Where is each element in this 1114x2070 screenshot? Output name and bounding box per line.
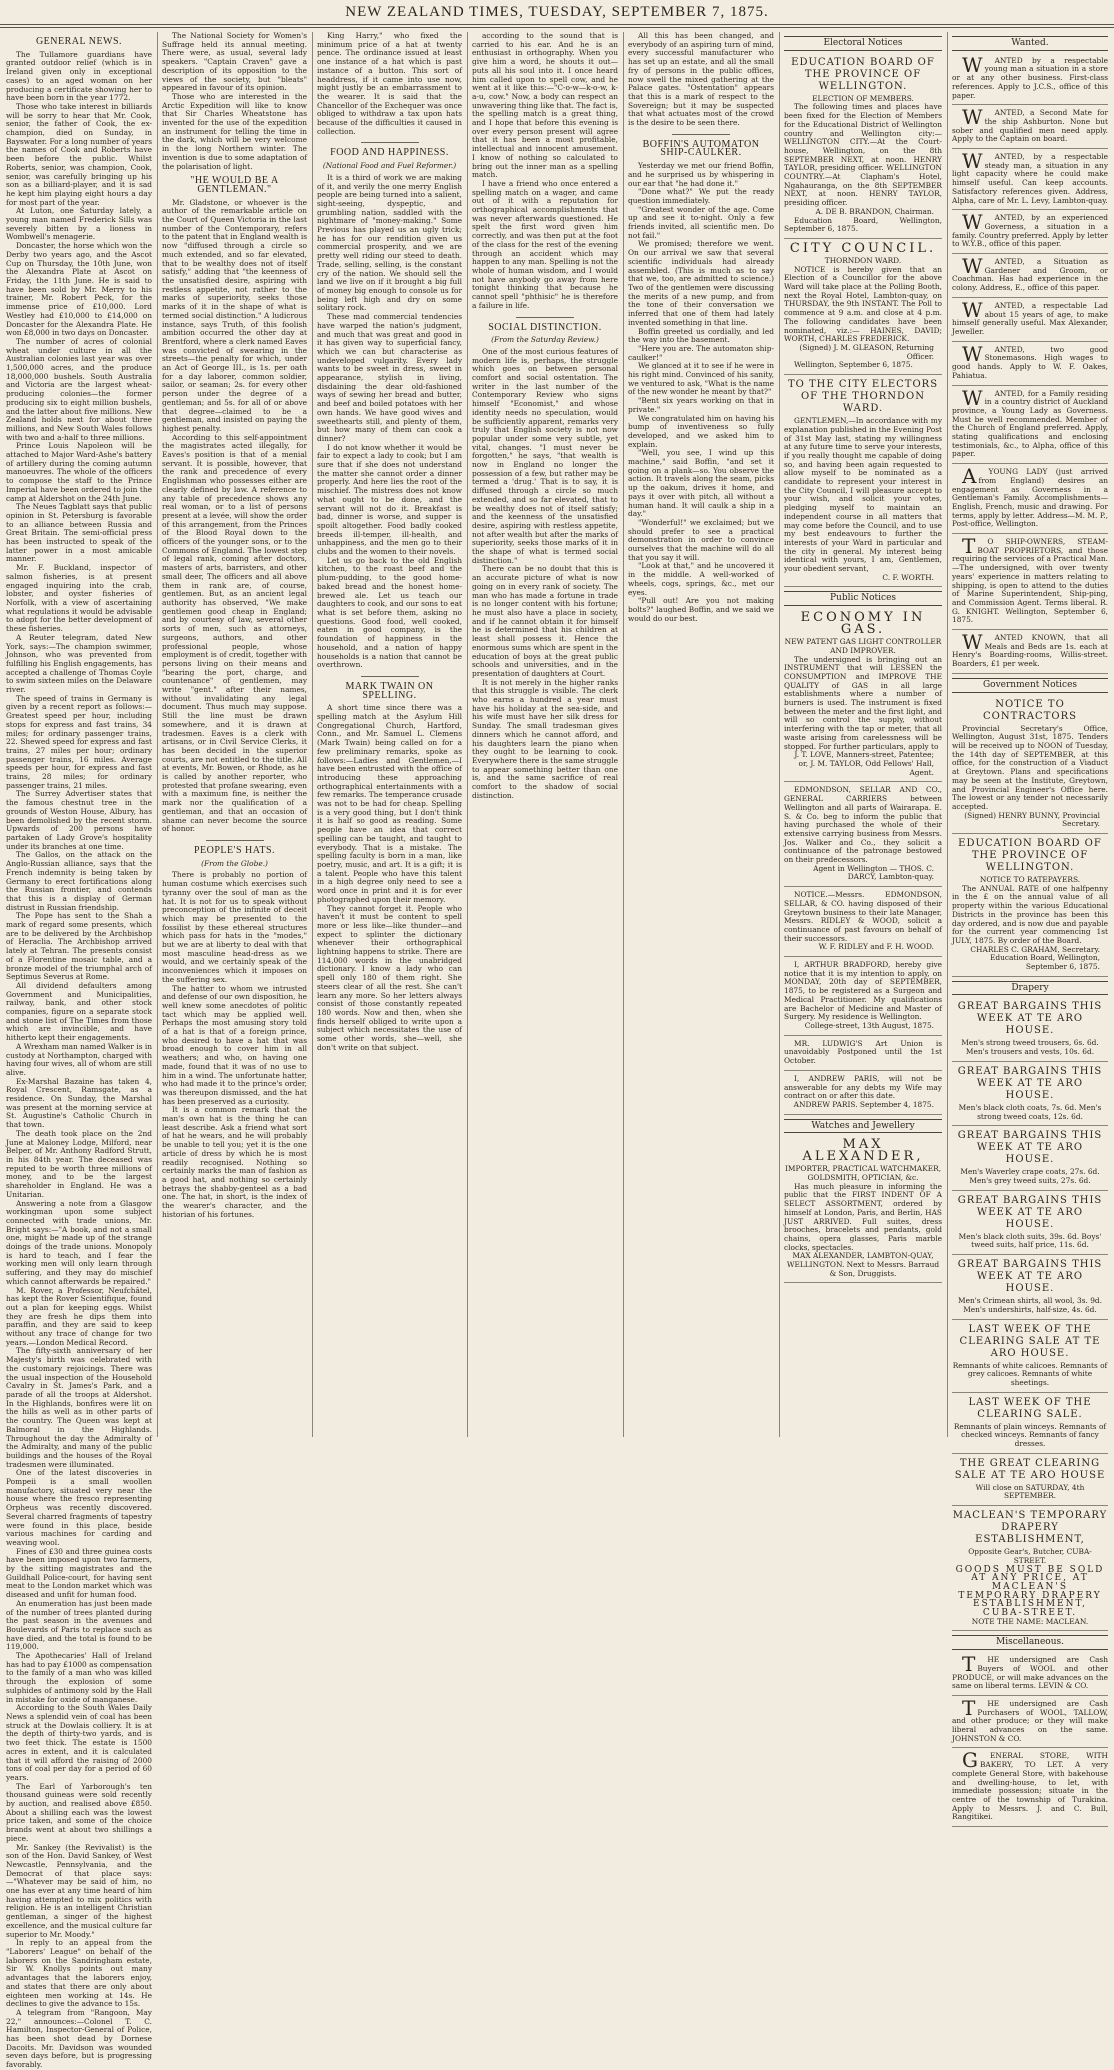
- article-paragraph: Prince Louis Napoleon will be attached to Major Ward-Ashe's battery of artillery during the coming autumn manoeuvres. The whole of the officers to compose the staff to the Prince Imperial have been ordered to join the camp at Aldershot on the 24th June.: [6, 441, 152, 503]
- ad-education-board-election: [784, 57, 942, 239]
- column-rule-6: [947, 32, 948, 1437]
- article-paragraph: The Gallos, on the attack on the Anglo-Russian alliance, says that the French indemnity is being taken by Germany to erect fortifications along the Russian frontier, and contends that this is a display of German distrust in Russian friendship.: [6, 850, 152, 912]
- misc-list: [952, 1652, 1108, 1827]
- classified-ad: WANTED, by a respectable steady man, a situation in any light capacity where he could make himself useful. Can keep accounts. Satisfactory references given. Address, Alpha, care of Mr. L. Levy, Lambton-quay.: [952, 153, 1108, 210]
- article-paragraph: A Wrexham man named Walker is in custody at Northampton, charged with having four wives, all of whom are still alive.: [6, 1041, 152, 1077]
- article-paragraph: They cannot forget it. People who haven't it must be content to spell more or less like—like thunder—and expect to splinter the dictionary whenever their orthographical lightning happens to strike. There are 114,000 words in the unabridged dictionary. I know a lady who can spell only 180 of them right. She steers clear of all the rest. She can't learn any more. So her letters always consist of those constantly repeated 180 words. Now and then, when she finds herself obliged to write upon a subject which necessitates the use of some other words, she—well, she don't write on that subject.: [317, 903, 462, 1052]
- ad-economy-in-gas: [784, 612, 942, 782]
- heading-mark-twain-on-spelling: MARK TWAIN ON SPELLING.: [345, 680, 434, 701]
- column-2: [162, 32, 307, 1442]
- article-paragraph: A short time since there was a spelling match at the Asylum Hill Congregational Church, Hartford, Conn., and Mr. Samuel L. Clemens (Mark Twain) being called on for a few preliminary remarks, spoke as follows:—Ladies and Gentlemen,—I have been entrusted with the office of introducing these approaching orthographical entertainments with a few remarks. The temperance crusade was not to be had for cheap. Spelling is a very good thing, but I don't think it is half so good as reading. Some people have an idea that correct spelling can be taught, and taught to everybody. That is a mistake. The spelling faculty is born in a man, like poetry, music, and art. It is a gift; it is a talent. People who have this talent in a high degree only need to see a word once in print and it is for ever photographed upon their memory.: [317, 703, 462, 904]
- article-paragraph: According to this self-appointment the magistrates acted illegally, for Eaves's position is that of a menial servant. It is possible, however, that the rank and precedence of every Englishman who possesses either are clearly defined by law. A reference to any table of precedence shows any real woman, or to a list of persons present at a levée, will show the order of this arrangement, from the Princes of the Blood Royal down to the officers of the younger sons, or to the Commons of England. The lowest step of legal rank, coming after doctors, masters of arts, barristers, and other small deer, The officers and all above them in rank are, of course, gentlemen. But, as an ancient legal authority has observed, "We make gentlemen good cheap in England; and by courtesy of law, several other sorts of men, such as attorneys, surgeons, authors, and other professional people, whose employment is of credit, together with persons living on their means and "bearing the port, charge, and countenance" of gentlemen, may write "gent." after their names, without invalidating any legal document. Thus much may suppose. Still the line must be drawn somewhere, and it is drawn at tradesmen. Eaves is a clerk with artisans, or in Civil Service Clerks, it has been decided in the superior courts, are not entitled to the title. All at events, Mr. Bowen, or Rhode, as he is called by another reporter, who protested that profane swearing, even with a maximum fine, is neither the mark nor the qualification of a gentleman, and that an occasion of shame can never become the source of honor.: [162, 432, 307, 834]
- ad-ridley-wood: [784, 891, 942, 957]
- ad-subtitle: Opposite Gear's, Butcher, CUBA-STREET.: [968, 1547, 1092, 1565]
- ad-city-council: [784, 240, 942, 375]
- ad-signature: (Signed) J. M. GLEASON, Returning Officer.: [799, 342, 934, 361]
- drapery-ad: [952, 1001, 1108, 1061]
- article-paragraph: The Earl of Yarborough's ten thousand guineas were sold recently by auction, and realised above £850. About a shilling each was the lowest price taken, and some of the choice brands went at about two shillings a piece.: [6, 1781, 152, 1843]
- article-paragraph: We congratulated him on having his bump of inventiveness so fully developed, and we asked him to explain.: [628, 413, 774, 449]
- column-5: [628, 32, 774, 1442]
- article-paragraph: I have a friend who once entered a spelling match on a wager, and came out of it with a reputation for orthographical accomplishments that was never afterwards questioned. He spelt the first word given him correctly, and was then put at the foot of the class for the rest of the evening through an accident which may happen to any man. Spelling is not the whole of human wisdom, and I would not have anybody go away from here tonight thinking that because he cannot spell "phthisic" he is therefore a failure in life.: [472, 178, 618, 310]
- ad-body: The undersigned is bringing out an INSTRUMENT that will LESSEN the CONSUMPTION and IMPROVE THE QUALITY of GAS in all large establishments where a number of burners is used. The instrument is fixed between the meter and the first light, and will so control the supply, without interfering with the tap or meter, that all waste arising from carelessness will be stopped. For further particulars, apply to: [784, 654, 942, 751]
- classified-ad: WANTED, by an experienced Governess, a situation in a family. Country preferred. Apply by letter to W.Y.B., office of this paper.: [952, 214, 1108, 254]
- ad-subtitle: NEW PATENT GAS LIGHT CONTROLLER AND IMPROVER.: [784, 637, 942, 655]
- article-paragraph: The Pope has sent to the Shah a mark of regard some presents, which are to be delivered by the Archbishop of Heraclia. The Archbishop arrived lately at Tehran. The presents consist of a Florentine mosaic table, and a bronze model of the triumphal arch of Septimus Severus at Rome.: [6, 911, 152, 982]
- divider: [206, 840, 264, 841]
- ad-body: Remnants of white calicoes. Remnants of grey calicoes. Remnants of white sheetings.: [952, 1360, 1108, 1387]
- ad-signature: Agent in Wellington — THOS. C. DARCY, Lambton-quay.: [813, 863, 934, 882]
- article-paragraph: The death took place on the 2nd June at Maloney Lodge, Milford, near Belper, of Mr. Anthony Radford Strutt, in his 84th year. The deceased was reputed to be worth three millions of money, and to be the largest shareholder in England. He was a Unitarian.: [6, 1128, 152, 1199]
- article-paragraph: "Well, you see, I wind up this machine," said Boffin, "and set it going on a plank—so. You observe the action. It travels along the seam, picks up the oakum, drives it home, and pays it over with pitch, all without a human hand. It will caulk a ship in a day.": [628, 448, 774, 519]
- article-paragraph: The Surrey Advertiser states that the famous chestnut tree in the grounds of Weston House, Albury, has been demolished by the recent storm. Upwards of 200 persons have partaken of Lady Grove's hospitality under its branches at one time.: [6, 789, 152, 851]
- article-paragraph: "Pull out! Are you not making bolts?" laughed Boffin, and we said we would do our best.: [628, 596, 774, 623]
- ad-body: GOODS MUST BE SOLD AT ANY PRICE, AT MACLEAN'S TEMPORARY DRAPERY ESTABLISHMENT, CUBA-STREET.: [955, 1564, 1105, 1619]
- bargains-list: [952, 1001, 1108, 1319]
- classified-ad: WANTED, a Second Mate for the ship Ashburton. None but sober and qualified men need apply. Apply to the Captain on board.: [952, 109, 1108, 149]
- ad-signature: College-street, 13th August, 1875.: [804, 1020, 934, 1030]
- article-paragraph: Mr. Gladstone, or whoever is the author of the remarkable article on the Court of Queen Victoria in the last number of the Contemporary, refers to the patent that in England wealth is now "diffused through a circle so much extended, and so far elevated, that to be wealthy does not of itself satisfy," adding that "the keenness of the unsatisfied desire, aspiring with restless appetite, not rather to the marks of superiority, seeks those marks of it in the shape of what is termed social distinction." A ludicrous instance, says Truth, of this foolish ambition occurred the other day at Brentford, where a clerk named Eaves was convicted of swearing in the streets—the penalty for which, under an Act of George III., is 1s. per oath for a day laborer, common soldier, sailor, or seaman; 2s. for every other person under the degree of a gentleman; and 5s. for all of or above that degree—claimed to be a gentleman, and insisted on paying the highest penalty.: [162, 197, 307, 433]
- classified-ad: TO SHIP-OWNERS, STEAM-BOAT PROPRIETORS, and those requiring the services of a Practical Man.—The undersigned, with over twenty years' experience in matters relating to shipping, is open to attend to the duties of Marine Superintendent, Ship-ping, and Commission Agent. Terms liberal. R. G. KNIGHT. Wellington, September 6, 1875.: [952, 538, 1108, 630]
- ad-title: EDUCATION BOARD OF THE PROVINCE OF WELLINGTON.: [791, 56, 935, 92]
- article-paragraph: One of the most curious features of modern life is, perhaps, the struggle which goes on between personal comfort and social ostentation. The writer in the last number of the Contemporary Review who signs himself "Economist," and whose identity needs no speculation, would be sufficiently apparent, remarks very truly that English society is not now popular under some very subtle, yet vital, changes. "I must never be forgotten," he says, "that wealth is now in England no longer the possession of a few, but rather may be termed a 'drug.' That is to say, it is diffused through a circle so much extended, and so far elevated, that to be wealthy does not of itself satisfy; and the keenness of the unsatisfied desire, aspiring with restless appetite, not after wealth but after the marks of superiority, seeks those marks of it in the shape of what is termed social distinction.": [472, 346, 618, 565]
- article-paragraph: The fifty-sixth anniversary of her Majesty's birth was celebrated with the customary rejoicings. There was the usual inspection of the Household Cavalry in St. James's Park, and a parade of all the troops at Aldershot. In the Highlands, bonfires were lit on the hills as well as in other parts of the country. The Queen was kept at Balmoral in the Highlands. Throughout the day the Admiralty of the Admiralty, and many of the public buildings and the houses of the Royal tradesmen were illuminated.: [6, 1346, 152, 1469]
- ad-arthur-bradford: [784, 961, 942, 1036]
- drapery-ad: [952, 1066, 1108, 1126]
- ad-subtitle: ELECTION OF MEMBERS.: [812, 93, 914, 103]
- wanted-list: [952, 52, 1108, 674]
- col3-intro: [317, 32, 462, 136]
- ad-body: I, ARTHUR BRADFORD, hereby give notice that it is my intention to apply, on MONDAY, 20th day of SEPTEMBER, 1875, to be registered as a Surgeon and Medical Practitioner. My qualifications are Bachelor of Medicine and Master of Surgery. My residence is Wellington.: [784, 960, 942, 1022]
- article-paragraph: An enumeration has just been made of the number of trees planted during the past season in the avenues and Boulevards of Paris to replace such as have died, and the total is found to be 119,000.: [6, 1598, 152, 1652]
- article-paragraph: Mr. Sankey (the Revivalist) is the son of the Hon. David Sankey, of West Newcastle, Pennsylvania, and the Democrat of that place says:—"Whatever may be said of him, no one has ever at any time heard of him having attempted to mix politics with religion. He is an intelligent Christian gentleman, a singer of the highest excellence, and the musical culture far superior to Mr. Moody.": [6, 1842, 152, 1939]
- drapery-ad: [952, 1259, 1108, 1319]
- classified-ad: WANTED KNOWN, that all Meals and Beds are 1s. each at Henry's Boarding-rooms, Willis-street. Boarders, £1 per week.: [952, 634, 1108, 674]
- ad-signature: W. F. RIDLEY and F. H. WOOD.: [818, 942, 934, 952]
- article-paragraph: We promised; therefore we went. On our arrival we saw that several scientific individuals had already assembled. (This is much as to say that we, too, are admitted to science.) Two of the gentlemen were discussing the merits of a new pump, and from the tone of their conversation we inferred that one of them had lately invented something in that line.: [628, 239, 774, 327]
- article-paragraph: Mr. F. Buckland, inspector of salmon fisheries, is at present engaged inquiring into the crab, lobster, and oyster fisheries of Norfolk, with a view of ascertaining what regulations it would be advisable to adopt for the better development of these fisheries.: [6, 563, 152, 634]
- col1-paras: [6, 51, 152, 2070]
- ad-body: MR. LUDWIG'S Art Union is unavoidably Postponed until the 1st October.: [784, 1038, 942, 1066]
- ad-title: CITY COUNCIL.: [789, 240, 937, 256]
- ad-thorndon-electors: [784, 379, 942, 587]
- ad-last-week-clearing: [952, 1324, 1108, 1393]
- ad-edmondson-sellar: [784, 786, 942, 887]
- source-food-reformer: (National Food and Fuel Reformer.): [322, 161, 457, 171]
- article-paragraph: King Harry," who fixed the minimum price of a hat at twenty pence. The ordinance issued at least one instance of a hat which is past instance of a button. This sort of headdress, if it came into use now, might justly be an embarrassment to the wearer. It is said that the Chancellor of the Exchequer was once obliged to withdraw a tax upon hats because of the difficulties it caused in collection.: [317, 31, 462, 136]
- ad-title: MACLEAN'S TEMPORARY DRAPERY ESTABLISHMENT,: [952, 1510, 1108, 1546]
- ad-max-alexander: [784, 1139, 942, 1283]
- article-paragraph: The Tullamore guardians have granted outdoor relief (which is in Ireland given only in exceptional cases) to an aged woman on her producing a certificate showing her to have been born in the year 1772.: [6, 49, 152, 103]
- ad-title: GREAT BARGAINS THIS WEEK AT TE ARO HOUSE.: [957, 1194, 1103, 1230]
- heading-food-and-happiness: FOOD AND HAPPINESS.: [330, 147, 449, 159]
- ad-note: NOTE THE NAME: MACLEAN.: [971, 1616, 1089, 1626]
- ad-maclean-drapery: [952, 1510, 1108, 1631]
- ad-andrew-paris: [784, 1075, 942, 1115]
- article-paragraph: There can be no doubt that this is an accurate picture of what is now going on in every rank of society. The man who has made a fortune in trade is no longer content with his fortune; he must also have a place in society, and if he cannot obtain it for himself he is determined that his children at least shall possess it. Hence the enormous sums which are spent in the education of boys at the great public schools and universities, and in the presentation of daughters at Court.: [472, 564, 618, 678]
- ad-title: LAST WEEK OF THE CLEARING SALE.: [968, 1396, 1092, 1420]
- heading-peoples-hats: PEOPLE'S HATS.: [193, 844, 276, 856]
- article-paragraph: These mad commercial tendencies have warped the nation's judgment, and much that was great and good in it has given way to superficial fancy, which we can but characterise as undeveloped vulgarity. Every lady wants to be sweet in dress, sweet in appearance, stylish in living, disdaining the dear old-fashioned ways of sewing her bread and butter, and beef and boiled potatoes with her own hands. We have good wives and sweethearts still, and plenty of them, but how many of them can cook a dinner?: [317, 312, 462, 443]
- ad-body: Men's black cloth coats, 7s. 6d. Men's strong tweed coats, 12s. 6d.: [958, 1102, 1102, 1121]
- ad-body: Remnants of plain winceys. Remnants of checked winceys. Remnants of fancy dresses.: [953, 1421, 1107, 1449]
- article-paragraph: We glanced at it to see if he were in his right mind. Convinced of his sanity, we ventured to ask, "What is the name of the new wonder he meant by that?": [628, 361, 774, 397]
- article-paragraph: It is not merely in the higher ranks that this struggle is visible. The clerk who earns a hundred a year must have his holiday at the sea-side, and his wife must have her silk dress for Sunday. The small tradesman gives dinners which he cannot afford, and his daughters learn the piano when they ought to be learning to cook. Everywhere there is the same struggle to appear something better than one is, and the same sacrifice of real comfort to the shadow of social distinction.: [472, 677, 618, 800]
- ad-title: MAX ALEXANDER,: [802, 1137, 924, 1165]
- ad-great-clearing-sale: [952, 1458, 1108, 1506]
- ad-body: Will close on SATURDAY, 4th SEPTEMBER.: [975, 1482, 1085, 1501]
- section-public-notices: Public Notices: [784, 591, 942, 606]
- ad-body: Has much pleasure in informing the public that the FIRST INDENT OF A SELECT ASSORTMENT, ordered by himself at London, Paris, and Berlin, HAS JUST ARRIVED. Full suites, dress brooches, bracelets and pendants, gold chains, opera glasses, Paris marble clocks, spectacles.: [784, 1181, 942, 1252]
- column-1: [6, 32, 152, 2070]
- col4-paras0: [472, 180, 618, 311]
- article-paragraph: "Here you are. The automaton ship-caulker!": [628, 343, 774, 362]
- ad-title: TO THE CITY ELECTORS OF THE THORNDON WARD.: [787, 379, 939, 415]
- drapery-ad: [952, 1130, 1108, 1190]
- ad-title: GREAT BARGAINS THIS WEEK AT TE ARO HOUSE.: [957, 1001, 1103, 1037]
- ad-body: Men's Waverley crape coats, 27s. 6d. Men's grey tweed suits, 27s. 6d.: [960, 1167, 1100, 1185]
- article-paragraph: Those who are interested in the Arctic Expedition will like to know that Sir Charles Wheatstone has invented for the use of the expedition an instrument for telling the time in the dark, which will be very welcome in the long Northern winter. The invention is due to some adaptation of the polarisation of light.: [162, 91, 307, 171]
- ad-title: EDUCATION BOARD OF THE PROVINCE OF WELLINGTON.: [958, 838, 1102, 874]
- article-paragraph: Fines of £30 and three guinea costs have been imposed upon two farmers, by the sitting magistrates and the Guildhall Police-court, for having sent meat to the London market which was diseased and unfit for human food.: [6, 1546, 152, 1600]
- article-paragraph: "Done what?" We put the ready question immediately.: [628, 187, 774, 205]
- column-rule-2: [312, 32, 313, 1437]
- article-paragraph: Doncaster, the horse which won the Derby two years ago, and the Ascot Cup on Thursday, the 10th June, won the Alexandra Plate at Ascot on Friday, the 11th June. He is said to have been sold by Mr. Merry to his trainer, Mr. Robert Peck, for the immense price of £10,000. Lord Westley had £10,000 to £14,000 on Doncaster for the Alexandra Plate. He won £8,000 in two days on Doncaster.: [6, 241, 152, 338]
- col4-intro: [472, 32, 618, 180]
- ad-title: NOTICE TO CONTRACTORS: [983, 698, 1077, 722]
- heading-general-news: GENERAL NEWS.: [35, 36, 123, 47]
- classified-ad: GENERAL STORE, WITH BAKERY, TO LET. A very complete General Store, with bakehouse and dwelling-house, to let, with immediate possession; situate in the centre of the township of Turakina. Apply to Messrs. J. and C. Bull, Rangitikei.: [952, 1752, 1108, 1827]
- article-paragraph: "Bent six years working on that in private.": [628, 396, 774, 414]
- ad-signature: CHARLES C. GRAHAM, Secretary. Education Board, Wellington, September 6, 1875.: [970, 944, 1100, 972]
- heading-he-would-be-a-gentleman: "HE WOULD BE A GENTLEMAN.": [190, 175, 279, 195]
- article-paragraph: At Luton, one Saturday lately, a young man named Frederick Sills was severely bitten by a lioness in Wombwell's menagerie.: [6, 206, 152, 242]
- article-paragraph: One of the latest discoveries in Pompeii is a small woollen manufactory, situated very near the house where the fresco representing Orpheus was recently discovered. Several charred fragments of tapestry were found in this place, beside various machines for carding and weaving wool.: [6, 1468, 152, 1547]
- column-rule-4: [623, 32, 624, 1437]
- article-paragraph: All this has been changed, and everybody of an aspiring turn of mind, every successful manufacturer who has set up an estate, and all the small fry of persons in the public offices, now swell the mixed gathering at the Palace gates. "Ostentation" appears that this is a mark of respect to the Sovereign; but it may be suspected that what actuates most of the crowd is the desire to be seen there.: [628, 31, 774, 128]
- section-wanted: Wanted.: [952, 36, 1108, 51]
- ad-body: NOTICE is hereby given that an Election of a Councillor for the above Ward will take place at the Polling Booth, next the Royal Hotel, Lambton-quay, on THURSDAY, the 9th INSTANT. The Poll to commence at 9 a.m. and close at 4 p.m. The following candidates have been nominated, viz.:— HAINES, DAVID; WORTH, CHARLES FREDERICK.: [784, 264, 942, 344]
- classified-ad: THE undersigned are Cash Buyers of WOOL and other PRODUCE, or will make advances on the same on liberal terms. LEVIN & CO.: [952, 1656, 1108, 1696]
- column-rule-1: [157, 32, 158, 1437]
- ad-body: GENTLEMEN,—In accordance with my explanation published in the Evening Post of 31st May last, stating my willingness at any future time to serve your interests, if you really thought me capable of doing so, and having been again requested to allow myself to be nominated as a candidate to represent your interest in the City Council, I will pleasure accept to your wish, and solicit your votes, pledging myself to maintain an independent course in all matters that may come before the Council, and to use my best endeavours to further the interests of your Ward in particular and the city in general. My interest being identical with yours, I am, Gentlemen, your obedient servant,: [784, 416, 942, 574]
- heading-social-distinction: SOCIAL DISTINCTION.: [488, 321, 602, 333]
- article-paragraph: Boffin greeted us cordially, and led the way into the basement.: [628, 326, 774, 345]
- col4-paras1: [472, 348, 618, 801]
- ad-signature: ANDREW PARIS. September 4, 1875.: [793, 1099, 934, 1109]
- col5-paras1: [628, 162, 774, 623]
- col2-paras2: [162, 871, 307, 1219]
- article-paragraph: According to the South Wales Daily News a splendid vein of coal has been struck at the Dowlais colliery. It is at the depth of thirty-two yards, and is two feet thick. The estate is 1500 acres in extent, and it is calculated that it will afford the raising of 2000 tons of coal per day for a period of 60 years.: [6, 1703, 152, 1782]
- article-paragraph: A Reuter telegram, dated New York, says:—The champion swimmer, Johnson, who was prevented from fulfilling his English engagements, has accepted a challenge of Thomas Coyle to swim sixteen miles on the Delaware river.: [6, 632, 152, 695]
- article-paragraph: A telegram from "Rangoon, May 22," announces:—Colonel T. C. Hamilton, Inspector-General of Police, has been shot dead by Dornese Dacoits. Mr. Davidson was wounded seven days before, but is progressing favorably.: [6, 2007, 152, 2070]
- article-paragraph: Answering a note from a Glasgow workingman upon some subject connected with trade unions, Mr. Bright says:—"A book, and not a small one, might be made up of the strange doings of the trade unions. Monopoly is hard to teach, and I fear the working men will only learn through suffering, and they may do mischief which cannot afterwards be repaired.": [6, 1198, 152, 1286]
- ad-body: NOTICE.—Messrs. EDMONDSON, SELLAR, & CO. having disposed of their Greytown business to their late Manager, Messrs. RIDLEY & WOOD, solicit a continuance of past favours on behalf of their successors.: [784, 890, 942, 943]
- ad-signature: MAX ALEXANDER, LAMBTON-QUAY, WELLINGTON. Next to Messrs. Barraud & Son, Druggists.: [786, 1251, 940, 1278]
- column-4: [472, 32, 618, 1442]
- ad-date: Wellington, September 6, 1875.: [794, 360, 913, 370]
- drapery-ad: [952, 1195, 1108, 1255]
- ad-signature: J. T. LOVE, Manners-street, Patentee; or, J. M. TAYLOR, Odd Fellows' Hall, Agent.: [794, 750, 934, 777]
- article-paragraph: All dividend defaulters among Government and Municipalities, railway, bank, and other stock companies, figure on a separate stock and stone list of The Times from those which are invincible, and have hitherto kept their engagements.: [6, 980, 152, 1043]
- source-saturday-review: (From the Saturday Review.): [491, 335, 599, 345]
- column-7: [952, 32, 1108, 1822]
- col2-paras1: [162, 199, 307, 834]
- ad-body: Men's black cloth suits, 39s. 6d. Boys' tweed suits, half price, 11s. 6d.: [958, 1231, 1102, 1250]
- col5-intro: [628, 32, 774, 128]
- masthead-rule: [0, 27, 1114, 28]
- article-paragraph: M. Rover, a Professor, Neufchâtel, has kept the Rover Scientifique, found out a plan for keeping eggs. Whilst they are fresh he dips them into paraffin, and they are said to keep without any trace of change for two years.—London Medical Record.: [6, 1285, 152, 1347]
- ad-date: Education Board, Wellington, September 6, 1875.: [784, 215, 942, 234]
- ad-title: ECONOMY IN GAS.: [800, 610, 926, 638]
- ad-body: The following times and places have been fixed for the Election of Members for the Educational District of Wellington country and Wellington city:— WELLINGTON CITY.—At the Court-house, Wellington, on the 8th SEPTEMBER NEXT, at noon. HENRY TAYLOR, presiding officer. WELLINGTON COUNTRY.—At Clapham's Hotel, Ngahauranga, on the 8th SEPTEMBER NEXT, at noon. HENRY TAYLOR, presiding officer.: [784, 102, 942, 208]
- divider: [516, 317, 574, 318]
- masthead: NEW ZEALAND TIMES, TUESDAY, SEPTEMBER 7, 1875.: [0, 0, 1114, 25]
- divider: [361, 142, 419, 143]
- article-paragraph: The number of acres of colonial wheat under culture in all the Australian colonies last year was over 1,500,000 acres, and the produce 18,000,000 bushels. South Australia and Victoria are the largest wheat-producing colonies—the former producing six to eight million bushels, and the latter about five millions. New Zealand holds next for about three millions, and New South Wales follows with two and a-half to three millions.: [6, 336, 152, 442]
- article-paragraph: "Look at that," and he uncovered it in the middle. A well-worked of wheels, cogs, springs, &c., met our eyes.: [628, 561, 774, 597]
- article-paragraph: Yesterday we met our friend Boffin, and he surprised us by whispering in our ear that "he had done it.": [628, 161, 774, 188]
- heading-boffins-automaton: BOFFIN'S AUTOMATON SHIP-CAULKER.: [642, 138, 760, 159]
- article-paragraph: The National Society for Women's Suffrage held its annual meeting. There were, as usual, several lady speakers. "Captain Craven" gave a description of its opposition to the views of the society, but "bleats" appeared in favour of its opinion.: [162, 31, 307, 93]
- article-paragraph: It is a third of work we are making of it, and verily the one merry English people are being turned into a salient, sight-seeing, dyspeptic, and grumbling nation, saddled with the nightmare of "money-making." Some Previous has played us an ugly trick; he has for our rendition given us commercial prosperity, and we are pretty well riding our steed to death. Trade, selling, selling, is the constant cry of the nation. We should sell the land we live on if it brought a big full of money big enough to console us for being left high and dry on some solitary rock.: [317, 172, 462, 313]
- ad-education-board-rates: [952, 838, 1108, 977]
- source-globe: (From the Globe.): [201, 858, 268, 868]
- ad-body: Men's strong tweed trousers, 6s. 6d. Men's trousers and vests, 10s. 6d.: [961, 1038, 1099, 1057]
- ad-title: LAST WEEK OF THE CLEARING SALE AT TE ARO HOUSE.: [959, 1323, 1101, 1359]
- section-electoral-notices: Electoral Notices: [784, 36, 942, 51]
- section-miscellaneous: Miscellaneous.: [952, 1635, 1108, 1650]
- article-paragraph: Those who take interest in billiards will be sorry to hear that Mr. Cook, senior, the father of Cook, the ex-champion, died on Sunday, in Bayswater. For a long number of years the names of Cook and Roberts have been before the public. Whilst Roberts, senior, was champion, Cook, senior, was carefully bringing up his son as a billiard-player, and it is sad he kept him playing eight hours a day for most part of the year.: [6, 101, 152, 207]
- col3-paras2: [317, 704, 462, 1052]
- ad-title: GREAT BARGAINS THIS WEEK AT TE ARO HOUSE.: [957, 1259, 1103, 1295]
- article-paragraph: according to the sound that is carried to his ear. And he is an enthusiast in orthography. When you give him a word, he shouts it out—puts all his soul into it. I once heard him called upon to spell cow, and he went at it like this:—"C-o-w—k-o-w, k-a-u, cow." Now, a body can respect an unwavering thing like that. The fact is, the spelling match is a great thing, and I hope that before this evening is over every person present will agree that it has been a most profitable, intellectual and innocent amusement. I know of nothing so calculated to bring out the inner man as a spelling match.: [472, 31, 618, 180]
- article-paragraph: I do not know whether it would be fair to expect a lady to cook; but I am sure that if she does not understand the matter she cannot order a dinner properly. And here lies the root of the mischief. The mistress does not know what ought to be done, and the servant will not do it. Breakfast is bad, dinner is worse, and supper is spoilt altogether. Food badly cooked breeds ill-temper, ill-health, and unhappiness, and the men go to their clubs and the women to their novels.: [317, 442, 462, 557]
- ad-title: GREAT BARGAINS THIS WEEK AT TE ARO HOUSE.: [957, 1130, 1103, 1166]
- article-paragraph: The hatter to whom we intrusted and defense of our own disposition, he well knew some anecdotes of politic tact which may be applied well. Perhaps the most amusing story told of a hat is that of a foreign prince, who desired to have a hat that was broad enough to cover him in all weathers; and who, on having one made, found that it was of no use to him in a wind. The unfortunate hatter, who had made it to the prince's order, was thereupon dismissed, and the hat has been preserved as a curiosity.: [162, 983, 307, 1106]
- section-drapery: Drapery: [952, 981, 1108, 996]
- article-paragraph: The speed of trains in Germany is given by a recent report as follows:—Greatest speed per hour, including stops for express and fast trains, 34 miles; for ordinary passenger trains, 22. Shewed speed for express and fast trains, 27 miles per hour; ordinary passenger trains, 16 miles. Average speeds per hour, for express and fast trains, 28 miles; for ordinary passenger trains, 21 miles.: [6, 693, 152, 790]
- article-paragraph: It is a common remark that the man's own hat is the thing he can least describe. Ask a friend what sort of hat he wears, and he will probably be unable to tell you; yet it is the one article of dress by which he is most readily recognised. Nothing so certainly marks the man of fashion as a good hat, and nothing so certainly betrays the shabby-genteel as a bad one. The hat, in short, is the index of the wearer's character, and the historian of his fortunes.: [162, 1105, 307, 1219]
- ad-notice-to-contractors: [952, 699, 1108, 834]
- classified-ad: WANTED, a respectable Lad about 15 years of age, to make himself generally useful. Max Alexander, Jeweller.: [952, 302, 1108, 342]
- ad-title: GREAT BARGAINS THIS WEEK AT TE ARO HOUSE.: [957, 1065, 1103, 1101]
- ad-signature: A. DE B. BRANDON, Chairman.: [815, 206, 934, 216]
- ad-body: I, ANDREW PARIS, will not be answerable for any debts my Wife may contract on or after this date.: [784, 1073, 942, 1101]
- classified-ad: AYOUNG LADY (just arrived from England) desires an engagement as Governess in a Gentleman's Family. Accomplishments—English, French, music and drawing. For terms, apply by letter. Address—M. M. P., Post-office, Wellington.: [952, 468, 1108, 534]
- ad-title: THE GREAT CLEARING SALE AT TE ARO HOUSE: [954, 1457, 1106, 1481]
- ad-body: EDMONDSON, SELLAR AND CO., GENERAL CARRIERS between Wellington and all parts of Wairarapa. E. S. & Co. beg to inform the public that having purchased the whole of their extensive carrying business from Messrs. Jos. Walker and Co., they solicit a continuance of the patronage bestowed on their predecessors.: [784, 785, 942, 865]
- article-paragraph: "Greatest wonder of the age. Come up and see it to-night. Only a few friends invited, all scientific men. Do not fail.": [628, 204, 774, 240]
- article-paragraph: Ex-Marshal Bazaine has taken 4, Royal Crescent, Ramsgate, as a residence. On Sunday, the Marshal was present at the morning service at St. Augustine's Catholic Church in that town.: [6, 1076, 152, 1130]
- ad-last-week-clearing-2: [952, 1397, 1108, 1454]
- article-paragraph: Let us go back to the old English kitchen, to the roast beef and the plum-pudding, to the good home-baked bread and the honest home-brewed ale. Let us teach our daughters to cook, and our sons to eat what is set before them, asking no questions. Good food, well cooked, eaten in good company, is the foundation of happiness in the household, and a nation of happy households is a nation that cannot be overthrown.: [317, 555, 462, 670]
- section-watches-jewellery: Watches and Jewellery: [784, 1119, 942, 1134]
- ad-body: The ANNUAL RATE of one halfpenny in the £ on the annual value of all property within the various Educational Districts in the province has been this day ordered, and is now due and payable for the current year commencing 1st JULY, 1875. By order of the Board.: [952, 883, 1108, 945]
- divider: [361, 676, 419, 677]
- ad-ludwig-art-union: [784, 1040, 942, 1071]
- ad-body: Provincial Secretary's Office, Wellington, August 31st, 1875. Tenders will be received up to NOON of Tuesday, the 14th day of SEPTEMBER, at this office, for the construction of a Viaduct at Greytown. Plans and specifications may be seen at the Institute, Greytown, and Provincial Engineer's Office here. The lowest or any tender not necessarily accepted.: [952, 723, 1108, 811]
- ad-signature: C. F. WORTH.: [882, 572, 934, 582]
- article-paragraph: There is probably no portion of human costume which exercises such tyranny over the soul of man as the hat. It is not for us to speak without preconception of the infinite of deceit which may be presented to the fossilist by these ethereal structures which pass for hats in the "modes," but we are at liberty to deal with that most masculine head-dress as we would, and we certainly speak of the inconveniences which it imposes on the suffering sex.: [162, 870, 307, 984]
- divider: [672, 134, 730, 135]
- ad-subtitle: THORNDON WARD.: [824, 255, 902, 265]
- classified-ad: WANTED, a Situation as Gardener and Groom, or Coachman. Has had experience in the colony. Address, E., office of this paper.: [952, 258, 1108, 298]
- col2-intro: [162, 32, 307, 171]
- classified-ad: WANTED by a respectable young man a situation in a store or at any other business. First-class references. Apply to J.C.S., office of this paper.: [952, 57, 1108, 106]
- ad-body: Men's Crimean shirts, all wool, 3s. 9d. Men's undershirts, half-size, 4s. 6d.: [958, 1296, 1102, 1314]
- article-paragraph: The Neues Tagblatt says that public opinion in St. Petersburg is favorable to an alliance between Russia and Great Britain. The semi-official press has been instructed to speak of the latter power in a most amicable manner.: [6, 502, 152, 564]
- column-3: [317, 32, 462, 1442]
- article-paragraph: "Wonderful!" we exclaimed; but we should prefer to see a practical demonstration in order to convince ourselves that the machine will do all that you say it will.: [628, 517, 774, 562]
- classified-ad: THE undersigned are Cash Purchasers of WOOL, TALLOW, and other produce; or they will make liberal advances on the same. JOHNSTON & CO.: [952, 1700, 1108, 1749]
- column-rule-3: [467, 32, 468, 1437]
- article-paragraph: In reply to an appeal from the "Laborers' League" on behalf of the laborers on the Sandringham estate, Sir W. Knollys points out many advantages that the laborers enjoy, and states that there are only about eighteen men working at 14s. He declines to give the advance to 15s.: [6, 1938, 152, 2009]
- ad-signature: (Signed) HENRY BUNNY, Provincial Secretary.: [964, 810, 1100, 829]
- article-paragraph: The Apothecaries' Hall of Ireland has had to pay £1000 as compensation to the family of a man who was killed through the explosion of some sulphides of antimony sold by the Hall in mistake for oxide of manganese.: [6, 1651, 152, 1704]
- classified-ad: WANTED, two good Stonemasons. High wages to good hands. Apply to W. F. Oakes, Pahiatua.: [952, 346, 1108, 386]
- col3-paras1: [317, 174, 462, 670]
- column-rule-5: [779, 32, 780, 1437]
- column-6: [784, 32, 942, 1442]
- ad-subtitle: NOTICE TO RATEPAYERS.: [979, 875, 1081, 885]
- classified-ad: WANTED, for a Family residing in a country district of Auckland province, a Young Lady as Governess. Must be well recommended. Member of the Church of England preferred. Apply, stating qualifications and enclosing testimonials, &c., to Alpha, office of this paper.: [952, 390, 1108, 465]
- section-government-notices: Government Notices: [952, 678, 1108, 693]
- ad-subtitle: IMPORTER, PRACTICAL WATCHMAKER, GOLDSMITH, OPTICIAN, &c.: [784, 1164, 942, 1183]
